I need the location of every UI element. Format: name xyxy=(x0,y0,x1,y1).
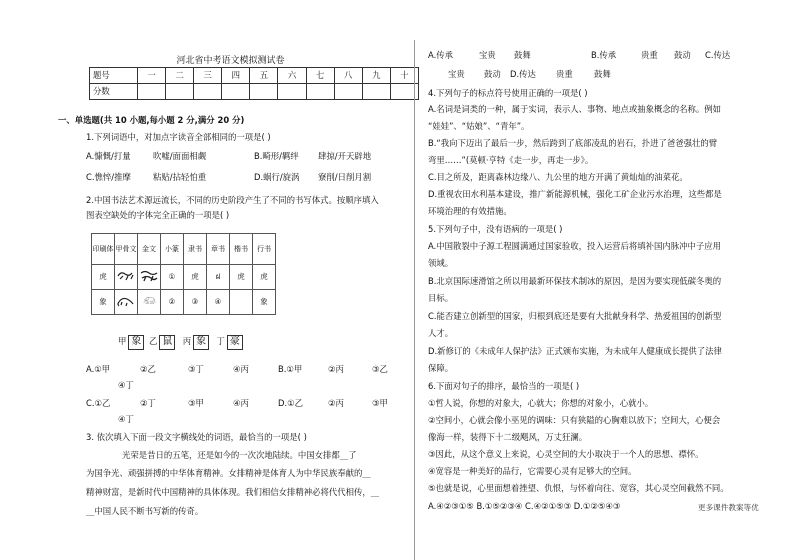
q1-option-d-word2: 寮削/日削月割 xyxy=(318,172,372,182)
q1-option-a-word2: 吹嘘/面面相觑 xyxy=(153,151,207,161)
q3-option-c-2: 宝贵 xyxy=(448,69,465,79)
q5-option-c-line1: C.能否建立创新型的国家，归根到底还是要有大批献身科学、热爱祖国的创新型 xyxy=(428,311,722,321)
table-cell: 七 xyxy=(306,68,334,84)
q4-option-b-line2: 弯里……”(莫顿·亨特《走一步，再走一步》。 xyxy=(428,155,594,165)
q5-option-d-line1: D.新修订的《未成年人保护法》正式颁布实施，为未成年人健康成长提供了法律 xyxy=(428,346,722,356)
table-header-cell: 甲骨文 xyxy=(115,234,138,265)
q3-option-d-3: 鼓舞 xyxy=(594,69,611,79)
q5-option-c-line2: 人才。 xyxy=(428,328,454,338)
table-cell: ฝ xyxy=(207,265,230,290)
table-header-cell: 楷书 xyxy=(230,234,253,265)
score-input-cell[interactable] xyxy=(194,84,222,100)
q6-sentence-2-line1: ②空间小，心就会像小巫见的调味：只有狭隘的心胸难以放下；空间大，心便会 xyxy=(428,415,721,425)
right-column xyxy=(426,0,778,560)
section-heading: 一、单选题(共 10 小题,每小题 2 分,满分 20 分) xyxy=(58,115,245,125)
table-cell: 二 xyxy=(166,68,194,84)
q2-option-c: C.①乙 xyxy=(86,398,111,408)
q1-option-c-word2: 粘贴/拈轻怕重 xyxy=(153,172,207,182)
fill-label-bing: 丙 xyxy=(182,336,192,346)
script-table-row-tiger xyxy=(92,265,276,290)
question-3-stem: 3. 依次填入下面一段文字横线处的词语，最恰当的一项是( ) xyxy=(86,432,307,442)
q2-option-b: B.①甲 xyxy=(278,364,303,374)
score-input-cell[interactable] xyxy=(138,84,166,100)
q4-option-c: C.目之所及，距离森林边缘八、九公里的地方开满了黄灿灿的油菜花。 xyxy=(428,172,688,182)
q5-option-a-line1: A.中国散裂中子源工程圆满通过国家验收，投入运营后将填补国内脉冲中子应用 xyxy=(428,241,721,251)
q6-sentence-1: ①哲人说，你想的对象大，心就大；你想的对象小，心就小。 xyxy=(428,398,654,408)
question-4-stem: 4.下列句子的标点符号使用正确的一项是( ) xyxy=(428,88,588,98)
table-cell: ① xyxy=(161,265,184,290)
watermark-text: 更多课件教案等优 xyxy=(698,503,759,512)
q2-option-d-2: ②丙 xyxy=(328,398,344,408)
bronze-glyph-icon xyxy=(138,265,161,290)
table-cell: 三 xyxy=(194,68,222,84)
script-styles-table xyxy=(91,233,276,315)
table-cell: 一 xyxy=(138,68,166,84)
score-table-score-row xyxy=(90,84,419,100)
table-cell: 题号 xyxy=(90,68,138,84)
table-cell: 八 xyxy=(334,68,362,84)
q4-option-d-line1: D.重视农田水利基本建设，推广新能源机械，强化工矿企业污水治理，这些都是 xyxy=(428,189,722,199)
page-title: 河北省中考语文模拟测试卷 xyxy=(176,56,285,66)
score-input-cell[interactable] xyxy=(362,84,390,100)
table-cell: 虎 xyxy=(253,265,276,290)
fill-label-yi: 乙 xyxy=(149,336,158,346)
table-header-cell: 行书 xyxy=(253,234,276,265)
q3-option-a: A.传承 xyxy=(428,50,453,60)
table-cell: 分数 xyxy=(90,84,138,100)
q3-option-b-3: 鼓动 xyxy=(674,50,691,60)
table-cell: 六 xyxy=(278,68,306,84)
q5-option-d-line2: 保障。 xyxy=(428,363,454,373)
q3-option-c: C.传达 xyxy=(705,50,731,60)
q6-sentence-2-line2: 像海一样，装得下十二级飓风，万丈狂澜。 xyxy=(428,432,588,442)
table-header-cell: 金文 xyxy=(138,234,161,265)
q2-option-d: D.①乙 xyxy=(278,398,303,408)
score-input-cell[interactable] xyxy=(334,84,362,100)
oracle-elephant-glyph-icon xyxy=(115,290,138,315)
table-cell: 虎 xyxy=(92,265,115,290)
q6-sentence-3: ③因此，从这个意义上来说，心灵空间的大小取决于一个人的思想、襟怀。 xyxy=(428,449,704,459)
table-cell xyxy=(230,290,253,315)
q1-option-b: B.畸形/羁绊 xyxy=(254,151,299,161)
q2-option-b-4: ④丁 xyxy=(118,380,134,390)
q1-option-b-word2: 肆掠/开天辟地 xyxy=(318,151,372,161)
q2-option-c-4: ④丙 xyxy=(233,398,249,408)
q1-option-d: D.蜗行/旋涡 xyxy=(254,172,300,182)
q4-option-a-line1: A.名词是词类的一种，属于实词，表示人、事物、地点或抽象概念的名称。例如 xyxy=(428,104,721,114)
q5-option-b-line1: B.北京国际速滑馆之所以用最新环保技术制冰的原因，是因为要实现低碳冬奥的 xyxy=(428,276,722,286)
q3-option-b-2: 贵重 xyxy=(641,50,658,60)
table-cell: 虎 xyxy=(184,265,207,290)
score-table-header-row xyxy=(90,68,419,84)
q3-passage-line4: __中国人民不断书写新的传奇。 xyxy=(86,506,204,516)
table-cell: ④ xyxy=(207,290,230,315)
q3-option-c-3: 鼓动 xyxy=(484,69,501,79)
question-6-stem: 6.下面对句子的排序，最恰当的一项是( ) xyxy=(428,381,580,391)
q6-options: A.④②③①⑤ B.①⑤②③④ C.④②①⑤③ D.①②⑤④③ xyxy=(428,501,621,511)
score-input-cell[interactable] xyxy=(278,84,306,100)
q3-option-a-2: 宝贵 xyxy=(479,50,496,60)
q1-option-c: C.憔悴/推摩 xyxy=(86,172,131,182)
q2-option-c-2: ②丁 xyxy=(140,398,156,408)
q3-passage-line1: 光荣是昔日的五笔，还是如今的一次次地陆续。中国女排都__了 xyxy=(122,450,357,460)
question-2-stem-line2: 图表空缺处的字体完全正确的一项是( ) xyxy=(86,210,230,220)
table-cell: 虎 xyxy=(230,265,253,290)
fill-label-ding: 丁 xyxy=(216,336,225,346)
table-cell: 十 xyxy=(390,68,418,84)
table-cell: 五 xyxy=(250,68,278,84)
table-cell: 𓃰 xyxy=(138,290,161,315)
question-2-stem-line1: 2.中国书法艺术源远流长，不同的历史阶段产生了不同的书写体式。按顺序填入 xyxy=(86,195,379,205)
q6-sentence-4: ④宽容是一种美好的品行，它需要心灵有足够大的空间。 xyxy=(428,466,637,476)
q4-option-d-line2: 环境治理的有效措施。 xyxy=(428,206,512,216)
q2-option-d-4: ④丁 xyxy=(118,414,134,424)
table-header-cell: 小篆 xyxy=(161,234,184,265)
table-cell: 四 xyxy=(222,68,250,84)
table-header-cell: 章书 xyxy=(207,234,230,265)
oracle-glyph-icon xyxy=(115,265,138,290)
score-input-cell[interactable] xyxy=(222,84,250,100)
q2-option-a-4: ④丙 xyxy=(233,364,249,374)
q2-option-a-3: ③丁 xyxy=(188,364,204,374)
score-table xyxy=(89,67,419,100)
table-cell: 象 xyxy=(253,290,276,315)
table-cell: ② xyxy=(161,290,184,315)
score-input-cell[interactable] xyxy=(250,84,278,100)
fill-glyph-yi: 鼠 xyxy=(159,335,175,350)
q1-option-a: A.慷慨/打量 xyxy=(86,151,131,161)
table-cell: 象 xyxy=(92,290,115,315)
table-header-cell: 印刷体 xyxy=(92,234,115,265)
q2-option-a-2: ②乙 xyxy=(140,364,156,374)
q4-option-b-line1: B.“我向下迈出了最后一步，然后跨到了底部凌乱的岩石，扑进了爸爸强壮的臂 xyxy=(428,138,718,148)
q6-sentence-5: ⑤也就是说，心里面想着挫望、仇恨，与怀着向往、宽容，其心灵空间截然不同。 xyxy=(428,483,729,493)
table-cell: ③ xyxy=(184,290,207,315)
q5-option-a-line2: 领域。 xyxy=(428,258,454,268)
left-column xyxy=(58,0,409,560)
q3-passage-line3: 精神财富，是新时代中国精神的具体体现。我们相信女排精神必将代代相传，__ xyxy=(86,487,380,497)
question-5-stem: 5.下列句子中，没有语病的一项是( ) xyxy=(428,224,563,234)
table-header-cell: 隶书 xyxy=(184,234,207,265)
q5-option-b-line2: 目标。 xyxy=(428,293,454,303)
q4-option-a-line2: “娃娃”、“姑娘”、“青年”。 xyxy=(428,121,530,131)
q2-option-c-3: ③甲 xyxy=(188,398,204,408)
q3-option-d-2: 贵重 xyxy=(556,69,573,79)
fill-glyph-bing: 象 xyxy=(193,335,209,350)
fill-glyph-ding: 豪 xyxy=(227,335,243,350)
q2-option-d-3: ③甲 xyxy=(372,398,388,408)
q2-fill-options xyxy=(118,335,245,350)
script-table-row-elephant xyxy=(92,290,276,315)
q3-option-b: B.传承 xyxy=(591,50,617,60)
question-1-stem: 1.下列词语中，对加点字读音全部相同的一项是( ) xyxy=(86,132,271,142)
q3-option-a-3: 鼓舞 xyxy=(514,50,531,60)
table-cell: 九 xyxy=(362,68,390,84)
q3-option-d: D.传达 xyxy=(510,69,536,79)
script-table-header xyxy=(92,234,276,265)
fill-glyph-jia: 象 xyxy=(128,335,144,350)
q3-passage-line2: 为国争光、顽强拼搏的中华体育精神。女排精神是体育人为中华民族奉献的__ xyxy=(86,468,371,478)
q2-option-b-3: ③乙 xyxy=(372,364,388,374)
score-input-cell[interactable] xyxy=(166,84,194,100)
column-divider xyxy=(414,40,415,560)
q2-option-a: A.①甲 xyxy=(86,364,111,374)
score-input-cell[interactable] xyxy=(306,84,334,100)
q2-option-b-2: ②丙 xyxy=(328,364,344,374)
fill-label-jia: 甲 xyxy=(118,336,127,346)
